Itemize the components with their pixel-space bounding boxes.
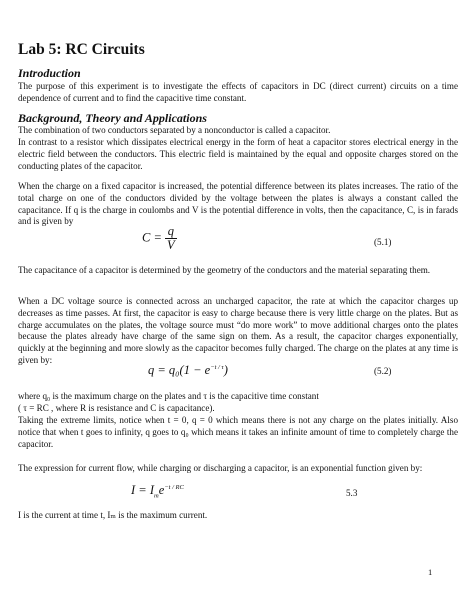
equation-5-3-e: e — [158, 483, 165, 497]
background-line-9: I is the current at time t, Iₘ is the maximum current. — [18, 510, 208, 520]
equation-5-1-numerator: q — [165, 225, 177, 239]
equation-5-3-main: I = I — [131, 483, 155, 497]
background-line-1: The combination of two conductors separated by a nonconductor is called a capacitor. — [18, 125, 331, 135]
equation-5-1-number: (5.1) — [374, 237, 392, 247]
equation-5-2-exponent: −t / τ — [210, 363, 224, 371]
equation-5-1-denominator: V — [167, 238, 175, 252]
equation-5-3-number: 5.3 — [346, 488, 358, 498]
section-heading-introduction: Introduction — [18, 66, 81, 80]
background-line-5: where q₀ is the maximum charge on the plates and τ is the capacitive time constant — [18, 391, 319, 401]
equation-5-1 — [142, 225, 177, 252]
equation-5-1-lhs: C = — [142, 230, 162, 245]
background-paragraph-7: Taking the extreme limits, notice when t = 0, q = 0 which means there is not any charge on the plates initially. Also notice that when t goes to infinity, q goes to q₀ which means it takes an infinite amount of time to completely charge the capacitor. — [18, 415, 458, 449]
background-paragraph-1: In contrast to a resistor which dissipates electrical energy in the form of heat a capacitor stores electrical energy in the electric field between the conductors. This electric field is maintained by the equal and opposite charges stored on the conducting plates of the capacitor. — [18, 137, 458, 171]
equation-5-2-main: q = q₀(1 − e — [148, 363, 211, 377]
equation-5-3-exponent: −t / RC — [164, 483, 184, 491]
background-paragraph-3: The capacitance of a capacitor is determined by the geometry of the conductors and the material separating them. — [18, 265, 431, 275]
background-paragraph-2: When the charge on a fixed capacitor is increased, the potential difference between its plates increases. The ratio of the total charge on one of the conductors divided by the voltage between the plates is always a constant called the capacitance. If q is the charge in coulombs and V is the potential difference in volts, then the capacitance, C, is in farads and is given by — [18, 181, 458, 227]
page-title: Lab 5: RC Circuits — [18, 41, 145, 58]
equation-5-3-subscript: m — [154, 492, 159, 500]
page-number: 1 — [428, 567, 433, 577]
background-line-6: ( τ = RC , where R is resistance and C is capacitance). — [18, 403, 215, 413]
equation-5-2-close: ) — [223, 363, 228, 377]
equation-5-2-number: (5.2) — [374, 366, 392, 376]
equation-5-3 — [131, 483, 184, 500]
section-heading-background: Background, Theory and Applications — [18, 111, 207, 125]
equation-5-1-fraction — [165, 225, 177, 252]
introduction-paragraph: The purpose of this experiment is to investigate the effects of capacitors in DC (direct current) circuits on a time dependence of current and to find the capacitive time constant. — [18, 81, 458, 103]
background-paragraph-8: The expression for current flow, while charging or discharging a capacitor, is an exponential function given by: — [18, 463, 423, 473]
background-paragraph-4: When a DC voltage source is connected across an uncharged capacitor, the rate at which the capacitor charges up decreases as time passes. At first, the capacitor is easy to charge because there is very little charge on the plates. But as charge accumulates on the plates, the voltage source must “do more work” to move additional charges onto the plates because the plates already have charge of the same sign on them. As a result, the capacitor charges exponentially, quickly at the beginning and more slowly as the capacitor becomes fully charged. The charge on the plates at any time is given by: — [18, 296, 458, 365]
equation-5-2 — [148, 363, 228, 378]
